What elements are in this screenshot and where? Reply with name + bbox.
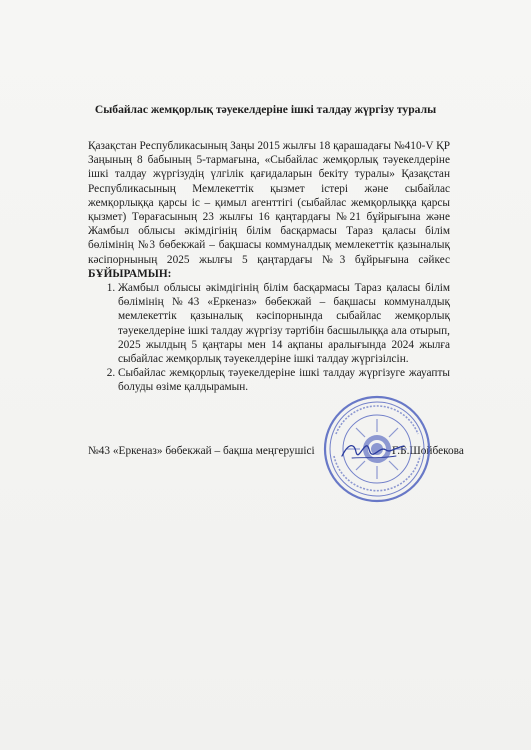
- order-item-1: 1. Жамбыл облысы әкімдігінің білім басқармасы Тараз қаласы білім бөлімінің №43 «Еркеназ» бөбекжай – бақшасы коммуналдық мемлекеттік қазыналық кәсіпорнында сыбайлас жемқорлық тәуекелдеріне ішкі талдау жүргізу тәртібін басшылыққа ала отырып, 2025 жылдың 5 қаңтары мен 14 ақпаны аралығында 2024 жылға сыбайлас жемқорлық тәуекелдеріне ішкі талдау жүргізілсін.: [118, 281, 450, 366]
- signatory-role: №43 «Еркеназ» бөбекжай – бақша меңгерушісі: [88, 445, 315, 457]
- preamble-text: Қазақстан Республикасының Заңы 2015 жылғы 18 қарашадағы №410-V ҚР Заңының 8 бабының 5-тармағына, «Сыбайлас жемқорлық тәуекелдеріне ішкі талдау жүргізудің үлгілік қағидаларын бекіту туралы» Қазақстан Республикасының Мемлекеттік қызмет істері және сыбайлас жемқорлыққа қарсы іс – қимыл агенттігі (сыбайлас жемқорлыққа қарсы қызмет) Төрағасының 23 жылғы 16 қаңтардағы №21 бұйрығына және Жамбыл облысы әкімдігінің білім басқармасы Тараз қаласы білім бөлімінің №3 бөбекжай – бақшасы коммуналдық мемлекеттік қазыналық кәсіпорнының 2025 жылғы 5 қаңтардағы №3 бұйрығына сәйкес: [88, 140, 450, 266]
- order-items-list: [88, 281, 450, 395]
- handwritten-signature: [338, 438, 408, 464]
- preamble-paragraph: [88, 139, 450, 281]
- signatory-name: Г.Б.Шойбекова: [392, 445, 464, 457]
- command-word: БҰЙЫРАМЫН:: [88, 267, 172, 280]
- document-title: Сыбайлас жемқорлық тәуекелдеріне ішкі талдау жүргізу туралы: [94, 103, 437, 116]
- order-item-2: 2. Сыбайлас жемқорлық тәуекелдеріне ішкі талдау жүргізуге жауапты болуды өзіме қалдырамын.: [118, 366, 450, 394]
